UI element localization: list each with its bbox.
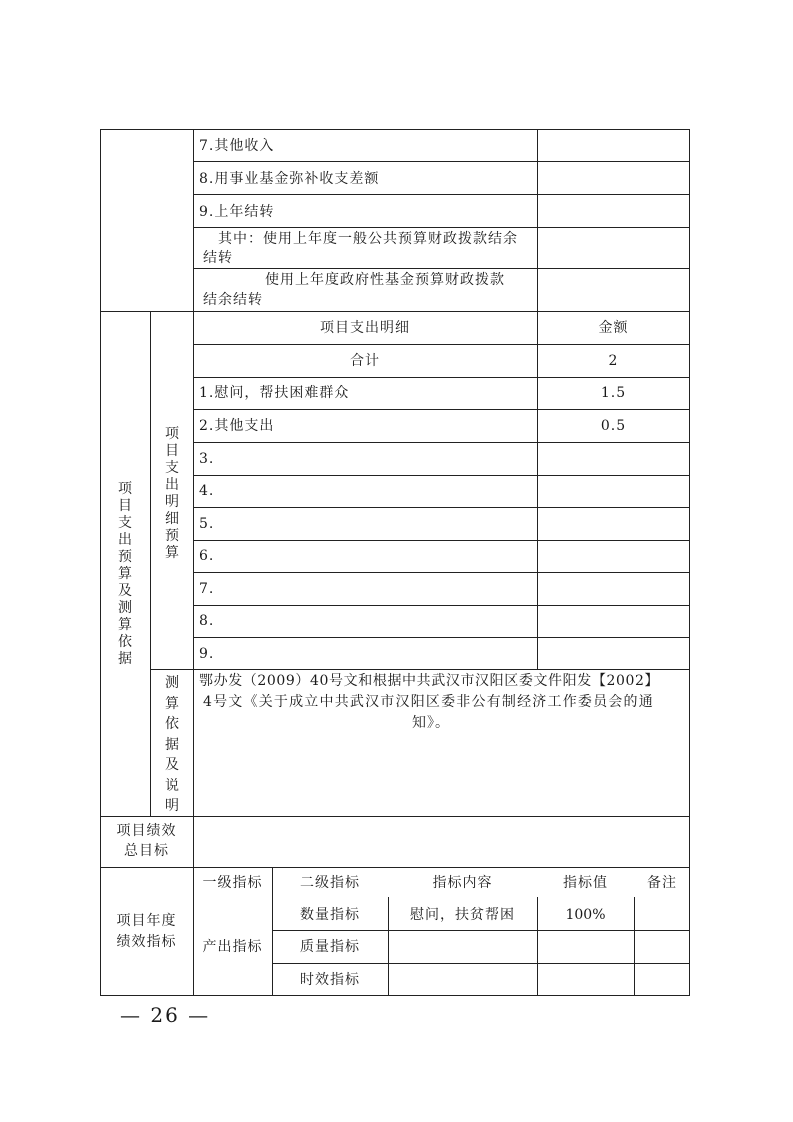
row-divider (193, 344, 690, 345)
row-divider (193, 377, 690, 378)
income-row-7: 7.其他收入 (199, 138, 275, 154)
perf-total-label-line1: 项目绩效 (116, 823, 177, 839)
section-divider (100, 867, 690, 868)
header-level2: 二级指标 (300, 875, 360, 891)
row-divider (193, 637, 690, 638)
detail-row-label: 4. (199, 483, 215, 499)
annual-label-line2: 绩效指标 (116, 934, 177, 950)
basis-label: 测算依据及说明 (165, 675, 179, 814)
indicator-level2: 数量指标 (300, 907, 360, 923)
row-divider (193, 409, 690, 410)
header-level1: 一级指标 (202, 875, 263, 891)
carryover-fund-line2: 结余结转 (203, 292, 263, 308)
detail-row-label: 9. (199, 646, 215, 662)
detail-row-label: 5. (199, 516, 215, 532)
detail-row-label: 6. (199, 548, 215, 564)
detail-header-item: 项目支出明细 (320, 320, 410, 336)
row-divider (193, 605, 690, 606)
detail-row-label: 1.慰问，帮扶困难群众 (199, 385, 350, 401)
carryover-general-line1: 其中：使用上年度一般公共预算财政拨款结余 (218, 231, 518, 247)
basis-text-line1: 鄂办发（2009）40号文和根据中共武汉市汉阳区委文件阳发【2002】 (199, 673, 660, 689)
basis-text-line2: 4号文《关于成立中共武汉市汉阳区委非公有制经济工作委员会的通 (203, 694, 654, 710)
annual-label-line1: 项目年度 (116, 913, 177, 929)
income-row-9: 9.上年结转 (199, 204, 275, 220)
page-number: — 26 — (120, 1003, 211, 1027)
detail-header-amount: 金额 (598, 320, 629, 336)
detail-row-label: 2.其他支出 (199, 418, 275, 434)
col-divider (150, 311, 151, 816)
detail-row-label: 3. (199, 451, 215, 467)
header-remark: 备注 (647, 875, 677, 891)
detail-row-amount: 0.5 (600, 418, 627, 434)
section-divider (100, 311, 690, 312)
budget-table (100, 129, 690, 996)
section-divider (100, 816, 690, 817)
indicator-value: 100% (565, 907, 606, 923)
row-divider (193, 540, 690, 541)
perf-total-label-line2: 总目标 (124, 843, 169, 859)
income-row-8: 8.用事业基金弥补收支差额 (199, 171, 380, 187)
total-amount: 2 (608, 353, 619, 369)
row-divider (193, 161, 690, 162)
section-label: 项目支出预算及测算依据 (118, 481, 132, 667)
detail-row-label: 8. (199, 613, 215, 629)
total-label: 合计 (350, 353, 380, 369)
row-divider (193, 227, 690, 228)
indicator-level2: 质量指标 (300, 939, 360, 955)
row-divider (193, 507, 690, 508)
basis-text-line3: 知》。 (412, 715, 450, 731)
header-value: 指标值 (563, 875, 608, 891)
header-content: 指标内容 (432, 875, 493, 891)
col-divider (193, 129, 194, 867)
row-divider (150, 669, 690, 670)
detail-row-label: 7. (199, 581, 215, 597)
indicator-level2: 时效指标 (300, 972, 360, 988)
output-label: 产出指标 (202, 939, 263, 955)
detail-label: 项目支出明细预算 (165, 426, 179, 561)
carryover-general-line2: 结转 (203, 250, 233, 266)
row-divider (193, 572, 690, 573)
row-divider (193, 268, 690, 269)
row-divider (272, 930, 690, 931)
row-divider (193, 475, 690, 476)
carryover-fund-line1: 使用上年度政府性基金预算财政拨款 (265, 272, 505, 288)
indicator-content: 慰问，扶贫帮困 (410, 907, 515, 923)
row-divider (272, 963, 690, 964)
row-divider (193, 442, 690, 443)
row-divider (193, 194, 690, 195)
col-divider (634, 897, 635, 996)
detail-row-amount: 1.5 (600, 385, 627, 401)
